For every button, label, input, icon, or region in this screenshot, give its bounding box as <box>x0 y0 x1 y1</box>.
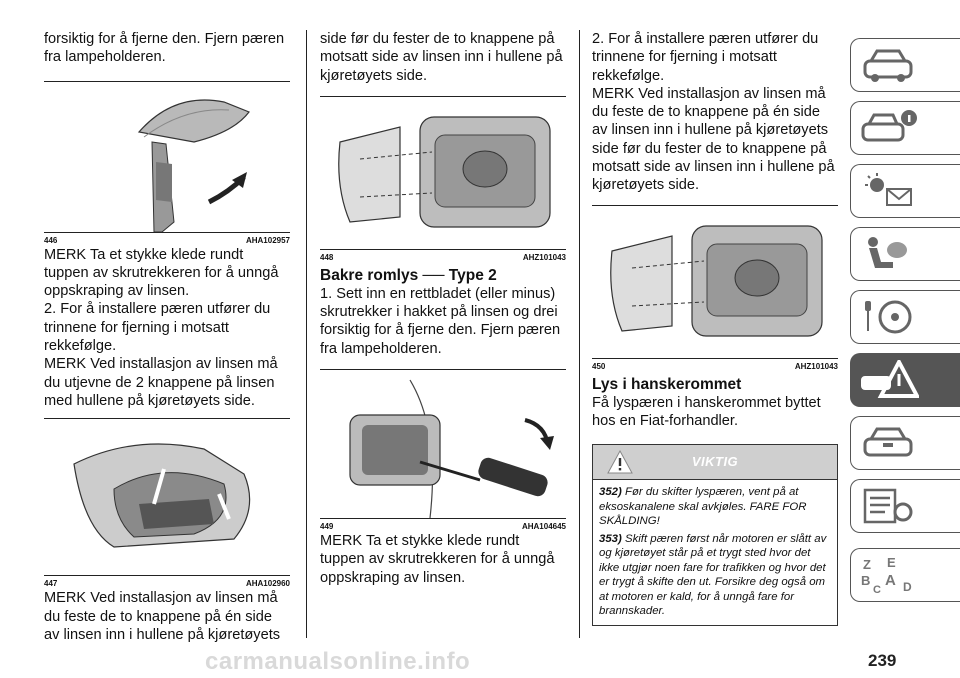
steering-key-icon <box>859 297 919 337</box>
figure-code: AHZ101043 <box>522 252 566 262</box>
paragraph: MERK Ta et stykke klede rundt tuppen av skrutrekkeren for å unngå oppskraping av linsen. <box>320 533 555 586</box>
warning-box <box>592 444 838 626</box>
tab-safety[interactable] <box>850 227 960 281</box>
figure-number: 450 <box>592 361 606 371</box>
airbag-seat-icon <box>859 234 919 274</box>
paragraph: forsiktig for å fjerne den. Fjern pæren fra lampeholderen. <box>44 31 285 66</box>
paragraph: 2. For å installere pæren utfører du trinnene for fjerning i motsatt rekkefølge. <box>44 301 271 355</box>
paragraph: MERK Ta et stykke klede rundt tuppen av skrutrekkeren for å unngå oppskraping av linsen. <box>44 246 279 300</box>
lights-message-icon <box>859 171 919 211</box>
tab-dashboard[interactable] <box>850 38 960 92</box>
figure-caption <box>44 232 290 246</box>
warning-text: Før du skifter lyspæren, vent på at eksoskanalene skal avkjøles. FARE FOR SKÅLDING! <box>599 486 807 528</box>
figure-number: 447 <box>44 579 58 589</box>
warning-item <box>599 485 831 529</box>
figure-code: AHA104645 <box>521 522 566 532</box>
figure-caption <box>320 249 566 263</box>
warning-header <box>593 445 837 480</box>
car-service-icon <box>859 423 919 463</box>
figure-caption <box>44 575 290 589</box>
figure-446-illustration <box>44 82 290 232</box>
figure-446 <box>44 81 290 246</box>
paragraph: 1. Sett inn en rettbladet (eller minus) skrutrekker i hakket på linsen og drei forsiktig for å fjerne den. Fjern pæren fra lampeholderen. <box>320 285 561 357</box>
section-heading: Bakre romlys ── Type 2 <box>320 266 497 284</box>
svg-text:A: A <box>885 572 896 589</box>
svg-text:Z: Z <box>863 557 871 572</box>
warning-number: 353) <box>599 532 622 545</box>
figure-449-illustration <box>320 370 566 518</box>
tab-car-info[interactable] <box>850 101 960 155</box>
car-dashboard-icon <box>859 45 919 85</box>
column-2 <box>320 30 566 587</box>
alphabet-index-icon <box>859 555 919 595</box>
figure-code: AHZ101043 <box>794 361 838 371</box>
svg-text:C: C <box>873 584 881 595</box>
car-warning-triangle-icon <box>859 360 919 400</box>
paragraph: MERK Ved installasjon av linsen må du utjevne de 2 knappene på linsen med hullene på kjøretøyets side. <box>44 356 278 409</box>
figure-448 <box>320 96 566 263</box>
warning-title: VIKTIG <box>691 454 739 470</box>
figure-caption <box>320 518 566 532</box>
figure-number: 449 <box>320 522 334 532</box>
watermark: carmanualsonline.info <box>205 648 471 675</box>
paragraph: MERK Ved installasjon av linsen må du feste de to knappene på én side av linsen inn i hullene på kjøretøyets <box>44 590 281 643</box>
paragraph: 2. For å installere pæren utfører du trinnene for fjerning i motsatt rekkefølge. <box>592 31 819 84</box>
figure-number: 446 <box>44 235 58 245</box>
column-divider <box>306 30 307 638</box>
figure-448-illustration <box>320 97 566 249</box>
figure-caption <box>592 358 838 372</box>
section-heading: Lys i hanskerommet <box>592 375 742 393</box>
column-divider <box>579 30 580 638</box>
svg-text:E: E <box>887 555 896 570</box>
paragraph: side før du fester de to knappene på motsatt side av linsen inn i hullene på kjøretøyets side. <box>320 31 563 84</box>
svg-text:B: B <box>861 573 871 588</box>
figure-450-illustration <box>592 206 838 358</box>
warning-body <box>593 480 837 625</box>
tab-emergency[interactable] <box>850 353 960 407</box>
tab-technical-data[interactable] <box>850 479 960 533</box>
warning-item <box>599 532 831 619</box>
page-number: 239 <box>868 651 897 670</box>
figure-447 <box>44 418 290 589</box>
figure-449 <box>320 369 566 532</box>
figure-447-illustration <box>44 419 290 575</box>
car-info-icon <box>859 108 919 148</box>
paragraph: MERK Ved installasjon av linsen må du feste de to knappene på én side av linsen inn i hullene på kjøretøyets side før du fester de to knappene på motsatt side av linsen inn i hullene på kjøretøyets side. <box>592 85 835 194</box>
tab-lights[interactable] <box>850 164 960 218</box>
paragraph: Få lyspæren i hanskerommet byttet hos en Fiat-forhandler. <box>592 394 821 429</box>
settings-list-icon <box>859 486 919 526</box>
figure-code: AHA102957 <box>245 235 290 245</box>
figure-number: 448 <box>320 252 334 262</box>
tab-driving[interactable] <box>850 290 960 344</box>
figure-code: AHA102960 <box>245 579 290 589</box>
column-3 <box>592 30 838 626</box>
tab-index[interactable] <box>850 548 960 602</box>
warning-text: Skift pæren først når motoren er slått av og kjøretøyet står på et trygt sted hvor det ikke utgjør noen fare for trafikken og hvor det er trygt å skifte den ut. Forsikre deg også om at motoren er kald, for å unngå fare for brannskader. <box>599 532 827 618</box>
column-1 <box>44 30 290 644</box>
svg-text:D: D <box>903 580 912 594</box>
tab-maintenance[interactable] <box>850 416 960 470</box>
warning-number: 352) <box>599 486 622 499</box>
figure-450 <box>592 205 838 372</box>
